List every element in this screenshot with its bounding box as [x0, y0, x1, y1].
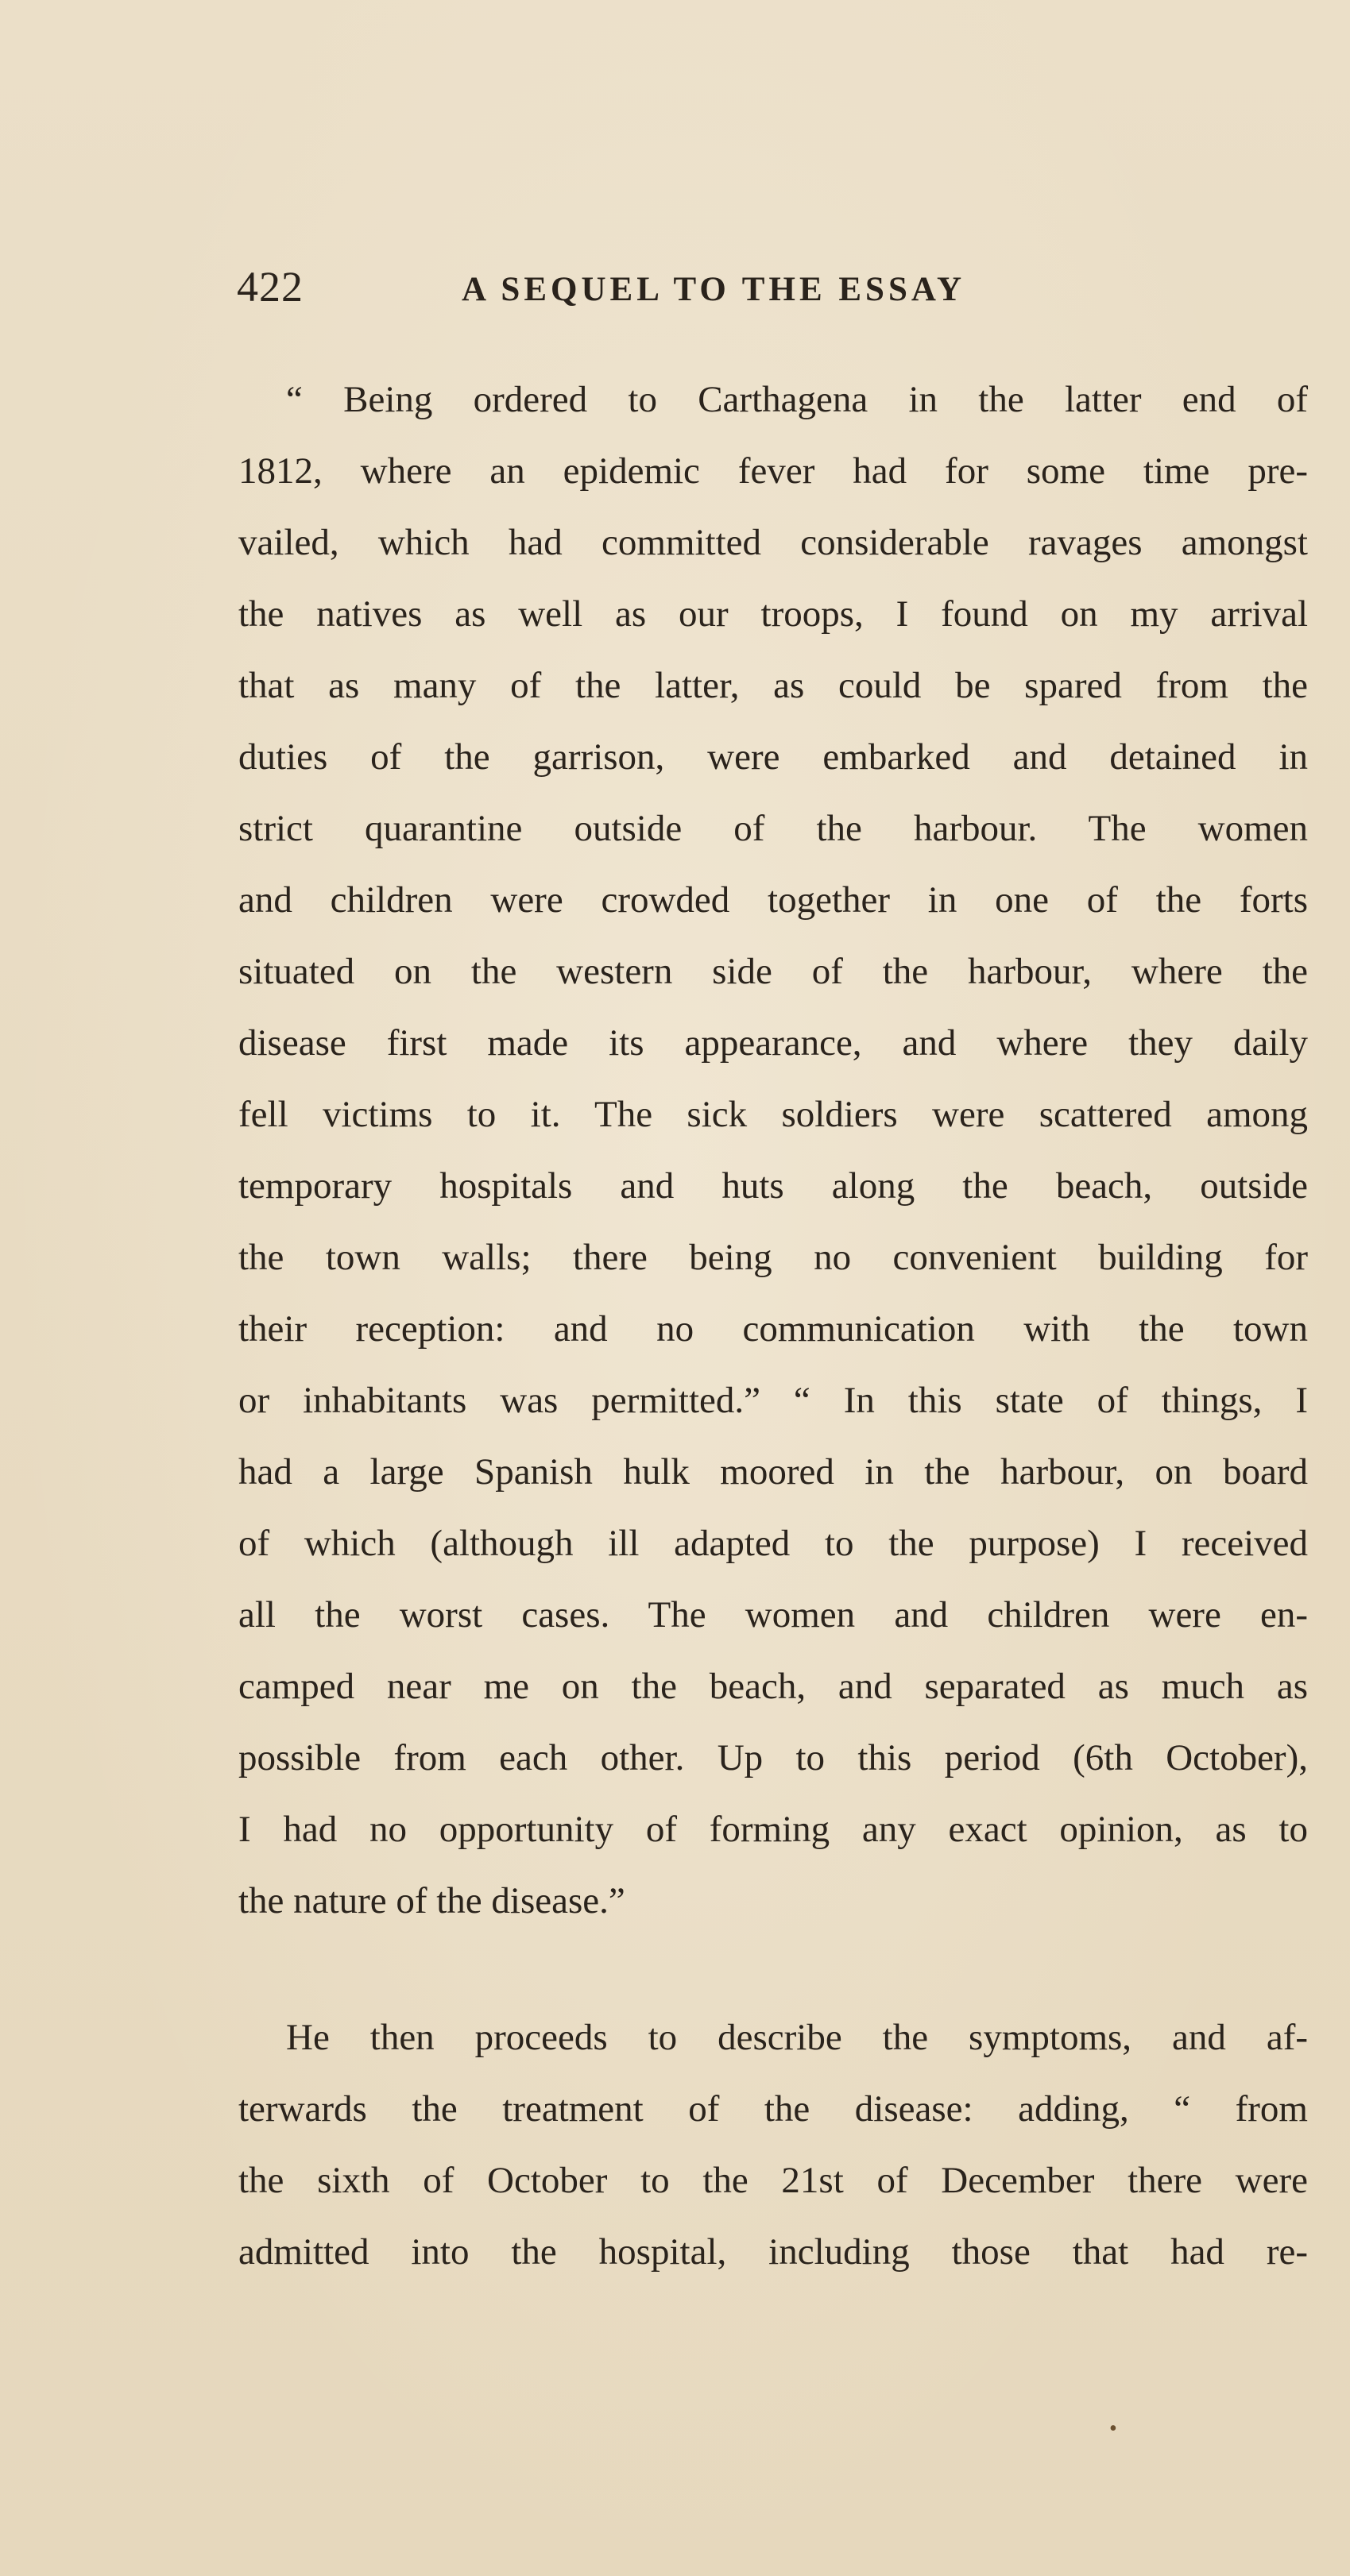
- text-line: that as many of the latter, as could be spared from the: [238, 665, 1308, 706]
- text-line: “ Being ordered to Carthagena in the latter end of: [286, 379, 1308, 420]
- text-line: 1812, where an epidemic fever had for some time pre-: [238, 450, 1308, 492]
- text-line: terwards the treatment of the disease: adding, “ from: [238, 2088, 1308, 2130]
- text-line: the sixth of October to the 21st of December there were: [238, 2160, 1308, 2201]
- text-line: all the worst cases. The women and children were en-: [238, 1594, 1308, 1636]
- paragraph-quotation: [238, 364, 1308, 1937]
- text-line: had a large Spanish hulk moored in the harbour, on board: [238, 1451, 1308, 1493]
- text-line: camped near me on the beach, and separated as much as: [238, 1666, 1308, 1707]
- text-line: or inhabitants was permitted.” “ In this state of things, I: [238, 1380, 1308, 1421]
- paragraph-narrative: [238, 2002, 1308, 2288]
- text-line: the town walls; there being no convenient building for: [238, 1237, 1308, 1278]
- text-line: situated on the western side of the harbour, where the: [238, 951, 1308, 992]
- text-line: and children were crowded together in one of the forts: [238, 879, 1308, 921]
- text-line: duties of the garrison, were embarked and detained in: [238, 736, 1308, 778]
- text-line: I had no opportunity of forming any exact opinion, as to: [238, 1809, 1308, 1850]
- text-line: their reception: and no communication with the town: [238, 1308, 1308, 1350]
- text-line: fell victims to it. The sick soldiers were scattered among: [238, 1094, 1308, 1135]
- text-line: admitted into the hospital, including those that had re-: [238, 2231, 1308, 2273]
- text-line: of which (although ill adapted to the purpose) I received: [238, 1523, 1308, 1564]
- text-line: vailed, which had committed considerable ravages amongst: [238, 522, 1308, 563]
- running-head: [237, 262, 1127, 334]
- text-line: the natives as well as our troops, I found on my arrival: [238, 593, 1308, 635]
- text-line: strict quarantine outside of the harbour. The women: [238, 808, 1308, 849]
- page-number: 422: [237, 263, 304, 311]
- text-line: the nature of the disease.”: [238, 1880, 625, 1921]
- text-line: possible from each other. Up to this period (6th October),: [238, 1737, 1308, 1778]
- ink-speck-decoration: •: [1109, 2416, 1117, 2441]
- running-title: A SEQUEL TO THE ESSAY: [462, 271, 966, 308]
- text-line: temporary hospitals and huts along the beach, outside: [238, 1165, 1308, 1207]
- text-line: He then proceeds to describe the symptoms, and af-: [286, 2017, 1308, 2058]
- text-line: disease first made its appearance, and where they daily: [238, 1022, 1308, 1064]
